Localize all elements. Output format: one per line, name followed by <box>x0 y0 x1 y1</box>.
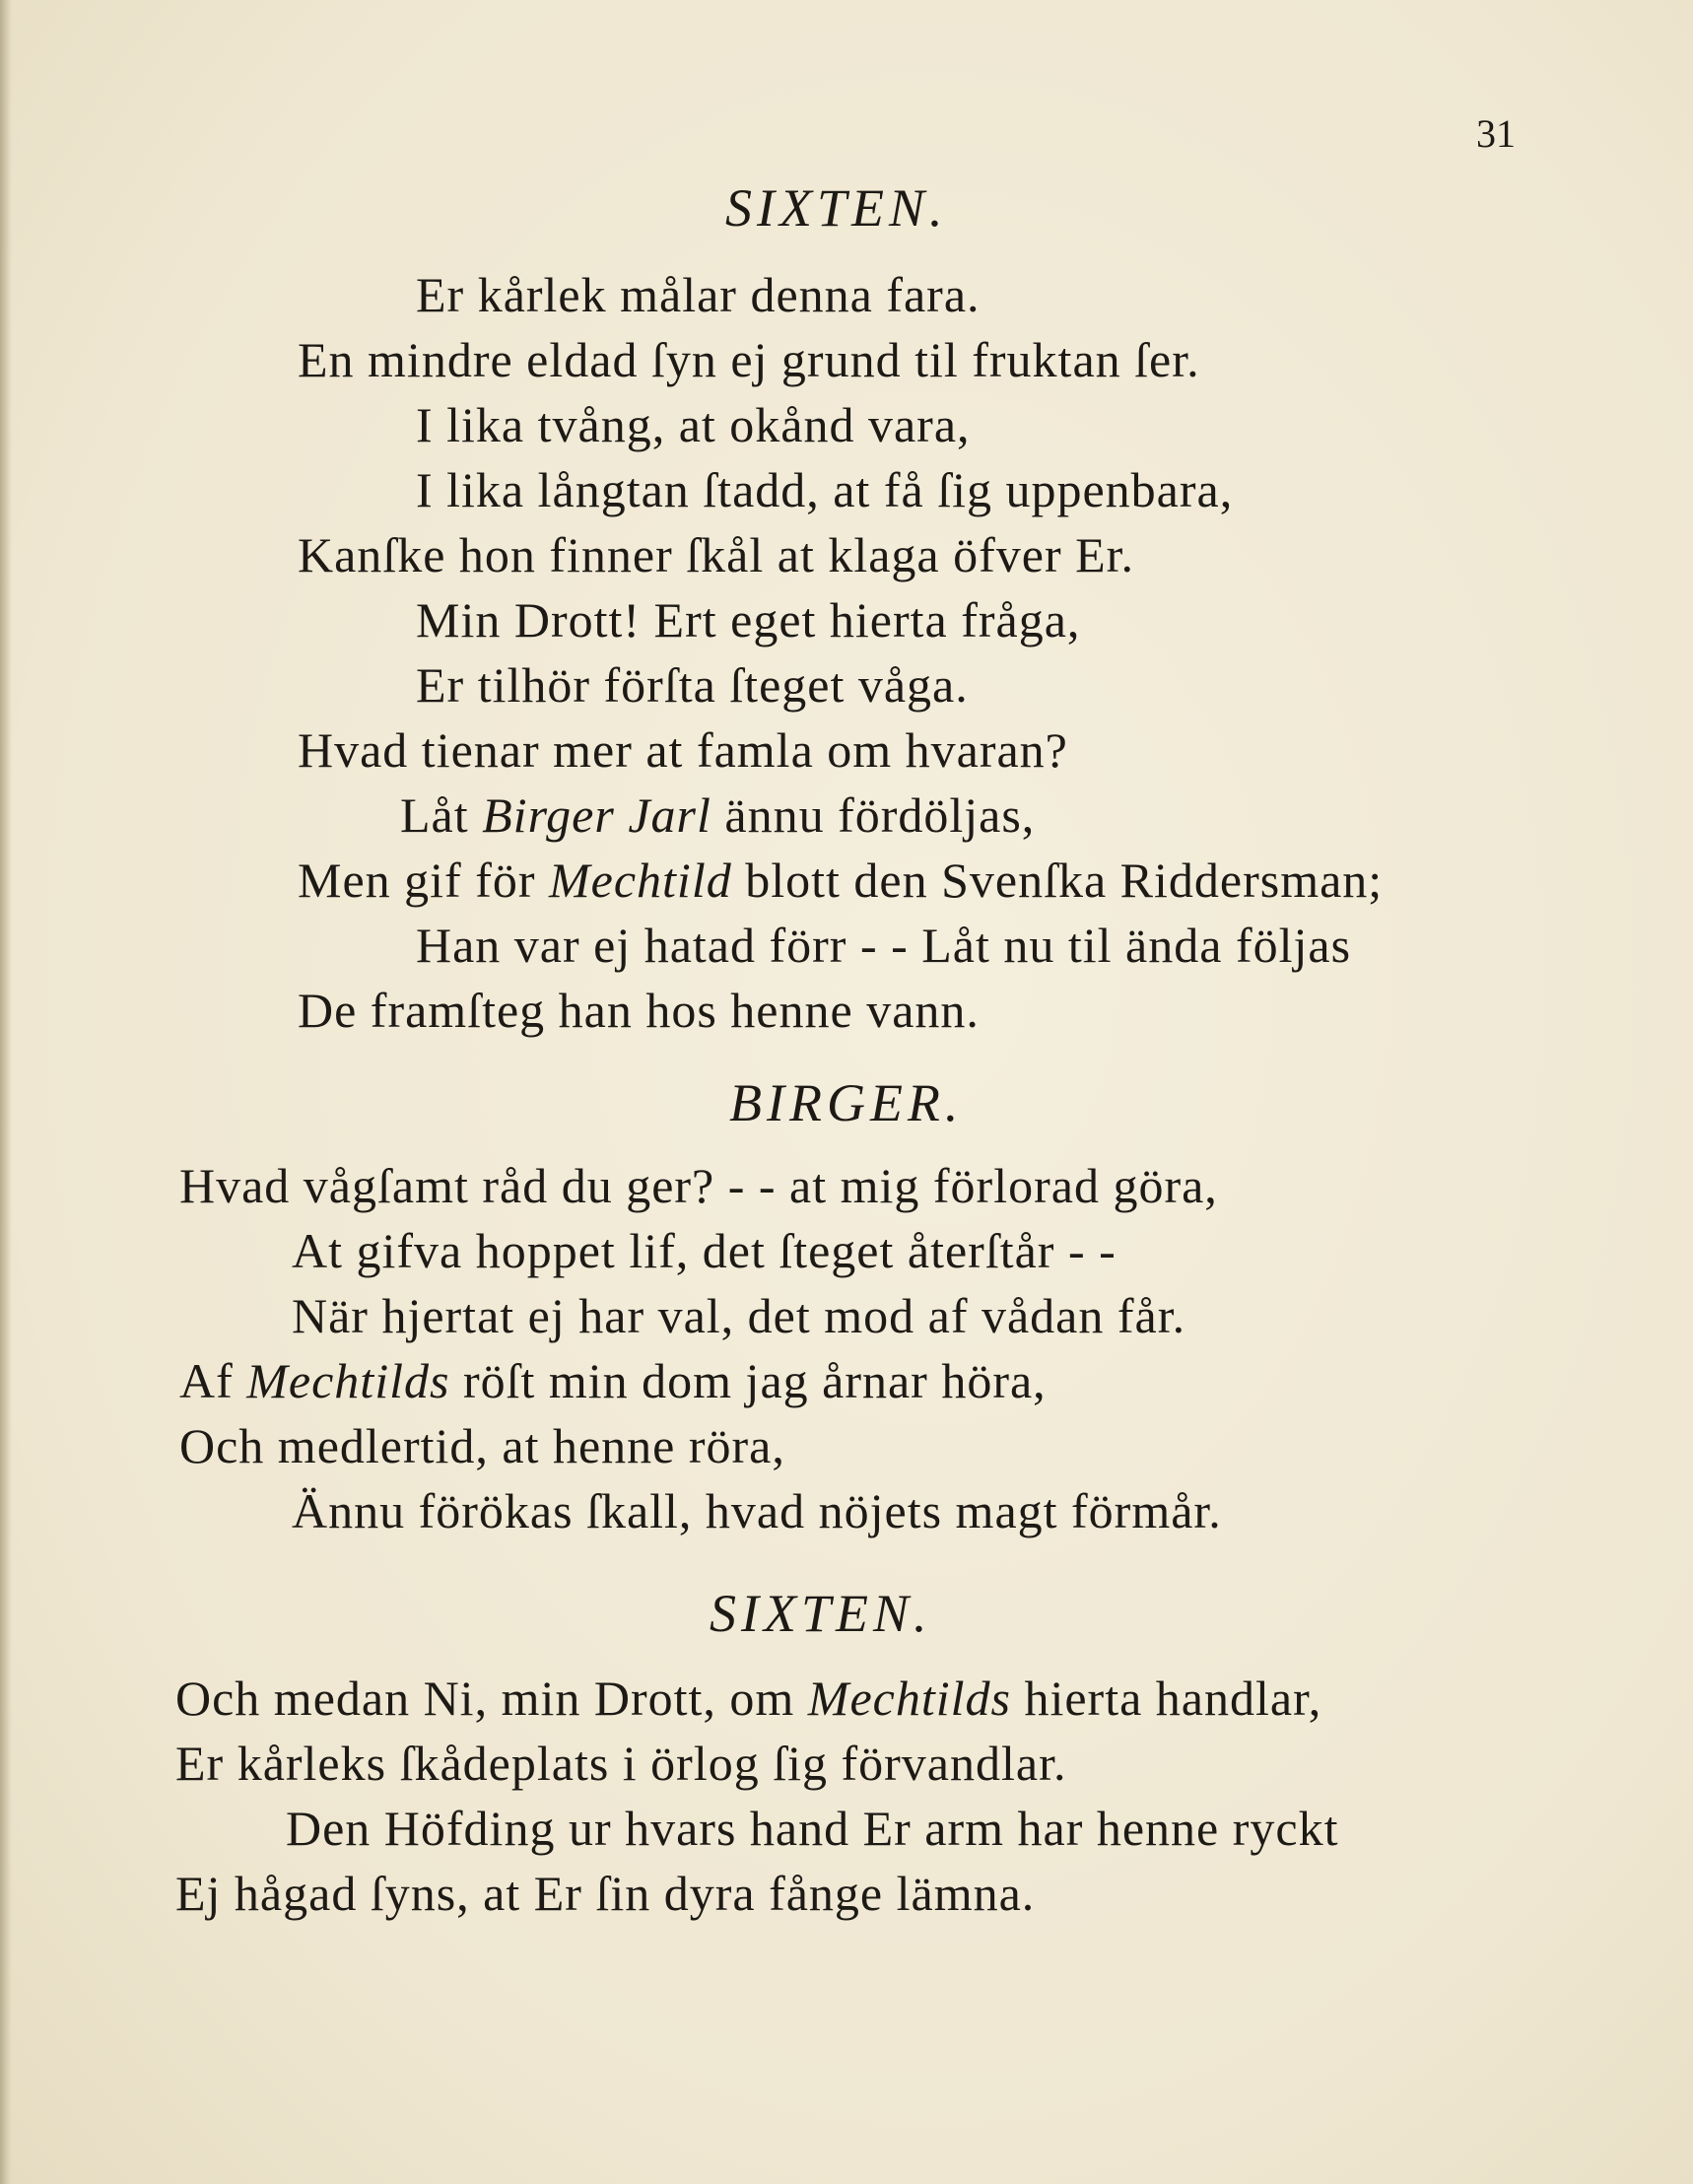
page-number: 31 <box>1476 111 1516 156</box>
verse-line: Min Drott! Ert eget hierta fråga, <box>416 592 1081 648</box>
verse-line: Och medlertid, at henne röra, <box>179 1418 785 1473</box>
verse-line: Kanſke hon finner ſkål at klaga öfver Er. <box>298 527 1135 582</box>
verse-line: I lika tvång, at okånd vara, <box>416 397 971 452</box>
verse-line: Er kårlek målar denna fara. <box>416 267 981 322</box>
verse-line: Och medan Ni, min Drott, om Mechtilds hierta handlar, <box>175 1671 1322 1726</box>
page-edge <box>0 0 12 2184</box>
verse-line: At gifva hoppet lif, det ſteget återſtår - - <box>292 1223 1117 1278</box>
speaker-heading: BIRGER. <box>729 1073 964 1132</box>
verse-line: Den Höfding ur hvars hand Er arm har henne ryckt <box>286 1801 1339 1856</box>
verse-line: Men gif för Mechtild blott den Svenſka Riddersman; <box>298 853 1384 908</box>
verse-line: Hvad tienar mer at famla om hvaran? <box>298 722 1068 778</box>
verse-line: Ännu förökas ſkall, hvad nöjets magt förmår. <box>292 1483 1222 1538</box>
verse-line: Han var ej hatad förr - - Låt nu til ända följas <box>416 918 1352 973</box>
verse-line: Låt Birger Jarl ännu fördöljas, <box>400 787 1036 843</box>
verse-line: Af Mechtilds röſt min dom jag årnar höra, <box>179 1353 1047 1408</box>
verse-line: Ej hågad ſyns, at Er ſin dyra fånge lämna. <box>175 1866 1036 1921</box>
speaker-heading: SIXTEN. <box>710 1584 932 1643</box>
verse-line: En mindre eldad ſyn ej grund til fruktan ſer. <box>298 332 1200 387</box>
verse-line: I lika långtan ſtadd, at få ſig uppenbara, <box>416 462 1234 517</box>
verse-line: Hvad vågſamt råd du ger? - - at mig förlorad göra, <box>179 1158 1218 1213</box>
verse-line: Er kårleks ſkådeplats i örlog ſig förvandlar. <box>175 1736 1067 1791</box>
speaker-heading: SIXTEN. <box>725 178 948 238</box>
verse-line: Er tilhör förſta ſteget våga. <box>416 657 969 713</box>
verse-line: De framſteg han hos henne vann. <box>298 983 980 1038</box>
verse-line: När hjertat ej har val, det mod af vådan får. <box>292 1288 1186 1343</box>
